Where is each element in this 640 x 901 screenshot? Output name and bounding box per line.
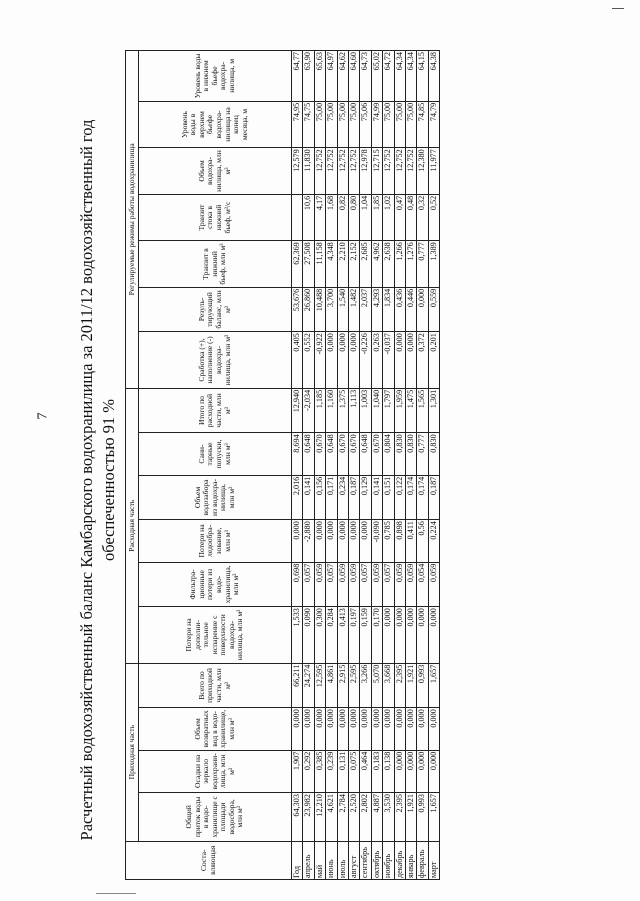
table-cell: 0,151: [383, 475, 394, 519]
table-cell: 3,266: [360, 663, 371, 708]
table-cell: 4,293: [371, 287, 382, 331]
table-cell: 12,752: [337, 148, 348, 194]
table-cell: 12,978: [360, 148, 371, 194]
table-cell: 0,057: [383, 562, 394, 606]
table-cell: 2,784: [337, 793, 348, 842]
title-line-1: Расчетный водохозяйственный баланс Камбарского водохранилища за 2011/12 водохозяйственный год: [77, 119, 96, 841]
table-row: [371, 51, 382, 880]
table-cell: 0,785: [383, 520, 394, 562]
table-cell: 0,000: [428, 750, 439, 792]
table-cell: 75,00: [314, 101, 325, 147]
table-cell: 0,777: [417, 241, 428, 287]
table-cell: 0,000: [337, 520, 348, 562]
table-cell: 64,34: [406, 51, 417, 102]
group-header-expense: Расходная часть: [126, 388, 139, 663]
table-cell: 0,059: [337, 562, 348, 606]
row-label: апрель: [303, 841, 314, 879]
table-cell: 10,6: [303, 194, 314, 240]
table-cell: 0,464: [360, 750, 371, 792]
table-cell: 0,670: [337, 433, 348, 475]
table-cell: 0,000: [394, 750, 405, 792]
table-cell: 0,000: [326, 708, 337, 750]
table-cell: 0,000: [303, 708, 314, 750]
table-cell: 65,63: [314, 51, 325, 102]
table-cell: 0,141: [303, 475, 314, 519]
table-cell: 2,152: [349, 241, 360, 287]
table-cell: 0,000: [383, 708, 394, 750]
table-cell: 8,694: [292, 433, 303, 475]
table-cell: 0,648: [303, 433, 314, 475]
table-cell: 1,68: [326, 194, 337, 240]
col-header: Всего по приходной части, млн м³: [139, 663, 292, 708]
row-label: март: [428, 841, 439, 879]
col-header: Резуль-тирующий баланс, млн м³: [139, 287, 292, 331]
table-cell: 0,000: [314, 708, 325, 750]
table-cell: 12,579: [292, 148, 303, 194]
table-cell: 1,003: [360, 388, 371, 433]
document-title: [76, 80, 120, 880]
table-cell: 0,059: [314, 562, 325, 606]
table-cell: 0,777: [417, 433, 428, 475]
table-row: [314, 51, 325, 880]
col-header: Фильтра-ционные потери из водо-хранилища, млн м³: [139, 562, 292, 606]
col-header: Потери на дополни-тельное испарение с поверхности водохра-нилища, млн м³: [139, 607, 292, 664]
balance-table-wrapper: [125, 50, 440, 880]
table-cell: 0,000: [406, 750, 417, 792]
table-cell: 5,070: [371, 663, 382, 708]
table-row: [360, 51, 371, 880]
table-cell: 4,962: [371, 241, 382, 287]
col-header: Транзит стока в нижний бьеф, м³/с: [139, 194, 292, 240]
row-label: сентябрь: [360, 841, 371, 879]
col-header: Объем водозабора из водохра-нилища, млн м³: [139, 475, 292, 519]
table-cell: 0,000: [406, 708, 417, 750]
table-cell: 12,715: [371, 148, 382, 194]
col-header: Потери на ледообра-зование, млн м³: [139, 520, 292, 562]
table-cell: 1,959: [394, 388, 405, 433]
table-cell: 0,48: [406, 194, 417, 240]
table-cell: 0,138: [383, 750, 394, 792]
table-row: [383, 51, 394, 880]
table-cell: -2,880: [303, 520, 314, 562]
table-cell: 0,000: [428, 607, 439, 664]
table-cell: 2,595: [349, 663, 360, 708]
table-cell: 64,77: [292, 51, 303, 102]
title-line-2: обеспеченностью 91 %: [99, 398, 118, 562]
table-cell: 0,000: [326, 520, 337, 562]
table-cell: 2,395: [394, 663, 405, 708]
table-row: [337, 51, 348, 880]
col-header: Общий приток воды в водо-хранилище с площади водосбора, млн м³: [139, 793, 292, 842]
table-row: [417, 51, 428, 880]
table-cell: 0,057: [326, 562, 337, 606]
table-cell: 1,85: [371, 194, 382, 240]
table-cell: 0,224: [428, 520, 439, 562]
table-cell: 0,405: [292, 332, 303, 389]
group-header-regulated: Регулируемые режимы работы водохранилища: [126, 51, 139, 389]
table-cell: 0,648: [326, 433, 337, 475]
table-cell: 1,533: [292, 607, 303, 664]
table-row: [428, 51, 439, 880]
table-cell: 75,00: [337, 101, 348, 147]
table-cell: 1,921: [406, 793, 417, 842]
table-cell: 1,921: [406, 663, 417, 708]
col-header: Осадки на зеркало водохрани-лища, млн м³: [139, 750, 292, 792]
table-cell: 11,830: [303, 148, 314, 194]
table-cell: 4,887: [371, 793, 382, 842]
table-cell: 0,000: [360, 708, 371, 750]
table-cell: 3,668: [383, 663, 394, 708]
table-cell: 0,129: [360, 475, 371, 519]
table-cell: 2,915: [337, 663, 348, 708]
table-cell: 12,752: [314, 148, 325, 194]
table-cell: 4,17: [314, 194, 325, 240]
table-cell: 75,00: [349, 101, 360, 147]
table-cell: 1,301: [428, 388, 439, 433]
table-cell: 74,85: [417, 101, 428, 147]
table-cell: 0,122: [394, 475, 405, 519]
table-cell: 0,090: [303, 607, 314, 664]
table-cell: 0,000: [394, 708, 405, 750]
table-cell: 0,32: [417, 194, 428, 240]
table-cell: 24,274: [303, 663, 314, 708]
table-cell: 64,15: [417, 51, 428, 102]
table-row: [326, 51, 337, 880]
table-row: [394, 51, 405, 880]
table-cell: 0,059: [428, 562, 439, 606]
table-cell: 0,898: [394, 520, 405, 562]
table-cell: 0,000: [314, 520, 325, 562]
table-cell: 0,059: [349, 562, 360, 606]
table-cell: 1,040: [371, 388, 382, 433]
water-balance-table: [125, 50, 440, 880]
table-cell: 12,940: [292, 388, 303, 433]
scan-edge-mark: [612, 8, 624, 9]
table-cell: 62,369: [292, 241, 303, 287]
table-cell: 4,861: [326, 663, 337, 708]
table-cell: 1,266: [394, 241, 405, 287]
table-cell: 27,508: [303, 241, 314, 287]
table-cell: 0,830: [406, 433, 417, 475]
table-cell: 10,488: [314, 287, 325, 331]
group-header-income: Приходная часть: [126, 663, 139, 841]
table-cell: 1,276: [406, 241, 417, 287]
table-cell: 0,263: [371, 332, 382, 389]
row-label: Год: [292, 841, 303, 879]
table-cell: 0,183: [371, 750, 382, 792]
table-cell: 0,000: [428, 708, 439, 750]
table-cell: 0,054: [417, 562, 428, 606]
table-cell: 0,372: [417, 332, 428, 389]
table-cell: 1,907: [292, 750, 303, 792]
table-cell: 0,174: [406, 475, 417, 519]
table-cell: 75,00: [394, 101, 405, 147]
table-cell: 0,075: [349, 750, 360, 792]
row-label: октябрь: [371, 841, 382, 879]
table-cell: 4,621: [326, 793, 337, 842]
table-cell: 0,000: [326, 332, 337, 389]
table-cell: 12,752: [349, 148, 360, 194]
table-cell: 0,300: [314, 607, 325, 664]
table-body: [292, 51, 440, 880]
table-cell: 2,210: [337, 241, 348, 287]
table-cell: 0,057: [303, 562, 314, 606]
table-cell: 0,56: [417, 520, 428, 562]
table-cell: 64,62: [337, 51, 348, 102]
table-cell: 75,00: [406, 101, 417, 147]
table-cell: 0,830: [428, 433, 439, 475]
table-cell: -0,922: [314, 332, 325, 389]
table-cell: 0,000: [406, 607, 417, 664]
table-cell: 2,802: [360, 793, 371, 842]
table-cell: 2,638: [383, 241, 394, 287]
table-cell: 1,389: [428, 241, 439, 287]
row-label: февраль: [417, 841, 428, 879]
table-cell: 0,000: [394, 607, 405, 664]
table-cell: 2,016: [292, 475, 303, 519]
table-row: [349, 51, 360, 880]
table-cell: 1,797: [383, 388, 394, 433]
row-label: май: [314, 841, 325, 879]
table-cell: 0,000: [360, 520, 371, 562]
table-cell: 0,156: [314, 475, 325, 519]
table-cell: 0,993: [417, 663, 428, 708]
table-cell: 64,97: [326, 51, 337, 102]
table-cell: 64,303: [292, 793, 303, 842]
table-cell: 0,804: [383, 433, 394, 475]
table-cell: 0,292: [303, 750, 314, 792]
table-cell: 0,993: [417, 793, 428, 842]
col-header: Уровень воды в нижнем бьефе водохра-нилища, м: [139, 51, 292, 102]
table-cell: 1,113: [349, 388, 360, 433]
table-cell: -2,034: [303, 388, 314, 433]
table-cell: 0,000: [349, 332, 360, 389]
table-cell: 26,860: [303, 287, 314, 331]
table-cell: 0,000: [406, 332, 417, 389]
table-cell: 2,037: [360, 287, 371, 331]
table-cell: 0,698: [292, 562, 303, 606]
table-cell: 4,348: [326, 241, 337, 287]
table-cell: 12,752: [383, 148, 394, 194]
table-cell: 0,446: [406, 287, 417, 331]
table-cell: 0,000: [292, 520, 303, 562]
table-cell: 0,239: [326, 750, 337, 792]
table-cell: 12,380: [417, 148, 428, 194]
table-cell: 0,80: [349, 194, 360, 240]
table-cell: 3,530: [383, 793, 394, 842]
table-row: [406, 51, 417, 880]
table-cell: 0,000: [417, 287, 428, 331]
table-cell: 74,99: [371, 101, 382, 147]
table-cell: 0,82: [337, 194, 348, 240]
table-cell: 23,982: [303, 793, 314, 842]
table-cell: 0,000: [417, 607, 428, 664]
table-cell: 2,685: [360, 241, 371, 287]
table-cell: [292, 194, 303, 240]
table-cell: 0,059: [406, 562, 417, 606]
table-cell: 12,752: [326, 148, 337, 194]
table-cell: 0,059: [394, 562, 405, 606]
table-cell: 0,413: [337, 607, 348, 664]
table-cell: 0,648: [360, 433, 371, 475]
table-cell: 64,38: [428, 51, 439, 102]
table-cell: 12,595: [314, 663, 325, 708]
table-cell: 0,670: [371, 433, 382, 475]
table-cell: 2,395: [394, 793, 405, 842]
table-cell: 0,141: [371, 475, 382, 519]
table-cell: 0,197: [349, 607, 360, 664]
table-cell: 2,520: [349, 793, 360, 842]
row-label: июль: [337, 841, 348, 879]
table-cell: 0,201: [428, 332, 439, 389]
row-label: август: [349, 841, 360, 879]
table-cell: 74,79: [428, 101, 439, 147]
table-cell: 0,000: [371, 708, 382, 750]
table-cell: 0,830: [394, 433, 405, 475]
table-cell: 1,657: [428, 793, 439, 842]
table-cell: 12,752: [406, 148, 417, 194]
page-number: 7: [35, 412, 50, 420]
table-cell: 0,234: [337, 475, 348, 519]
table-cell: 0,284: [326, 607, 337, 664]
table-cell: 1,475: [406, 388, 417, 433]
table-cell: 0,131: [337, 750, 348, 792]
table-cell: 0,000: [292, 708, 303, 750]
table-cell: 0,059: [371, 562, 382, 606]
table-cell: 1,04: [360, 194, 371, 240]
table-cell: 3,700: [326, 287, 337, 331]
table-row: [303, 51, 314, 880]
table-cell: 0,385: [314, 750, 325, 792]
col-header: Уровень воды в верхнем бьефе водохра-нилища на конец месяца, м: [139, 101, 292, 147]
table-cell: 0,187: [428, 475, 439, 519]
table-cell: 74,75: [303, 101, 314, 147]
table-cell: 1,185: [314, 388, 325, 433]
table-cell: 0,670: [314, 433, 325, 475]
table-cell: 0,057: [360, 562, 371, 606]
table-cell: 0,000: [394, 332, 405, 389]
table-cell: 0,159: [360, 607, 371, 664]
col-header: Итого по расходной части, млн м³: [139, 388, 292, 433]
table-cell: 53,676: [292, 287, 303, 331]
table-cell: 64,34: [394, 51, 405, 102]
table-cell: 0,000: [337, 708, 348, 750]
table-cell: 65,02: [371, 51, 382, 102]
table-cell: 1,02: [383, 194, 394, 240]
row-label: ноябрь: [383, 841, 394, 879]
table-cell: 0,000: [349, 520, 360, 562]
table-cell: 64,60: [349, 51, 360, 102]
table-cell: 0,171: [326, 475, 337, 519]
table-cell: 1,482: [349, 287, 360, 331]
table-cell: 11,977: [428, 148, 439, 194]
table-cell: 12,752: [394, 148, 405, 194]
table-cell: 0,187: [349, 475, 360, 519]
col-header-component: Соста-вляющая: [126, 841, 292, 879]
table-cell: 0,000: [349, 708, 360, 750]
table-cell: -0,226: [360, 332, 371, 389]
table-cell: 0,559: [428, 287, 439, 331]
row-label: декабрь: [394, 841, 405, 879]
table-cell: 0,411: [406, 520, 417, 562]
table-cell: 11,158: [314, 241, 325, 287]
table-cell: 0,000: [383, 607, 394, 664]
table-cell: 75,00: [383, 101, 394, 147]
table-cell: 75,00: [326, 101, 337, 147]
table-cell: 0,552: [303, 332, 314, 389]
table-cell: 1,834: [383, 287, 394, 331]
table-cell: 66,211: [292, 663, 303, 708]
table-cell: 64,73: [360, 51, 371, 102]
table-cell: 75,06: [360, 101, 371, 147]
table-cell: 1,540: [337, 287, 348, 331]
table-cell: 0,000: [417, 750, 428, 792]
row-label: июнь: [326, 841, 337, 879]
table-row: [292, 51, 303, 880]
scan-bottom-mark: [96, 893, 136, 894]
table-cell: 0,174: [417, 475, 428, 519]
table-cell: 0,670: [349, 433, 360, 475]
table-cell: 63,90: [303, 51, 314, 102]
col-header: Сработка (+), наполнение (-) водохра-нилища, млн м³: [139, 332, 292, 389]
table-cell: 12,210: [314, 793, 325, 842]
table-cell: 74,95: [292, 101, 303, 147]
col-header: Транзит в нижний бьеф, млн м³: [139, 241, 292, 287]
col-header: Объем возвратных вод в водо-хранилище, млн м³: [139, 708, 292, 750]
table-cell: 1,375: [337, 388, 348, 433]
table-cell: 0,47: [394, 194, 405, 240]
table-cell: 1,160: [326, 388, 337, 433]
table-cell: 1,565: [417, 388, 428, 433]
table-cell: 1,657: [428, 663, 439, 708]
table-cell: -0,037: [383, 332, 394, 389]
table-cell: 64,72: [383, 51, 394, 102]
col-header: Объем водохра-нилища, млн м³: [139, 148, 292, 194]
table-cell: 0,170: [371, 607, 382, 664]
table-cell: 0,436: [394, 287, 405, 331]
table-cell: 0,52: [428, 194, 439, 240]
table-cell: -0,090: [371, 520, 382, 562]
table-cell: 0,000: [417, 708, 428, 750]
column-header-row: [139, 51, 292, 880]
table-cell: 0,000: [337, 332, 348, 389]
col-header: Сани-тарные попуски, млн м³: [139, 433, 292, 475]
row-label: январь: [406, 841, 417, 879]
